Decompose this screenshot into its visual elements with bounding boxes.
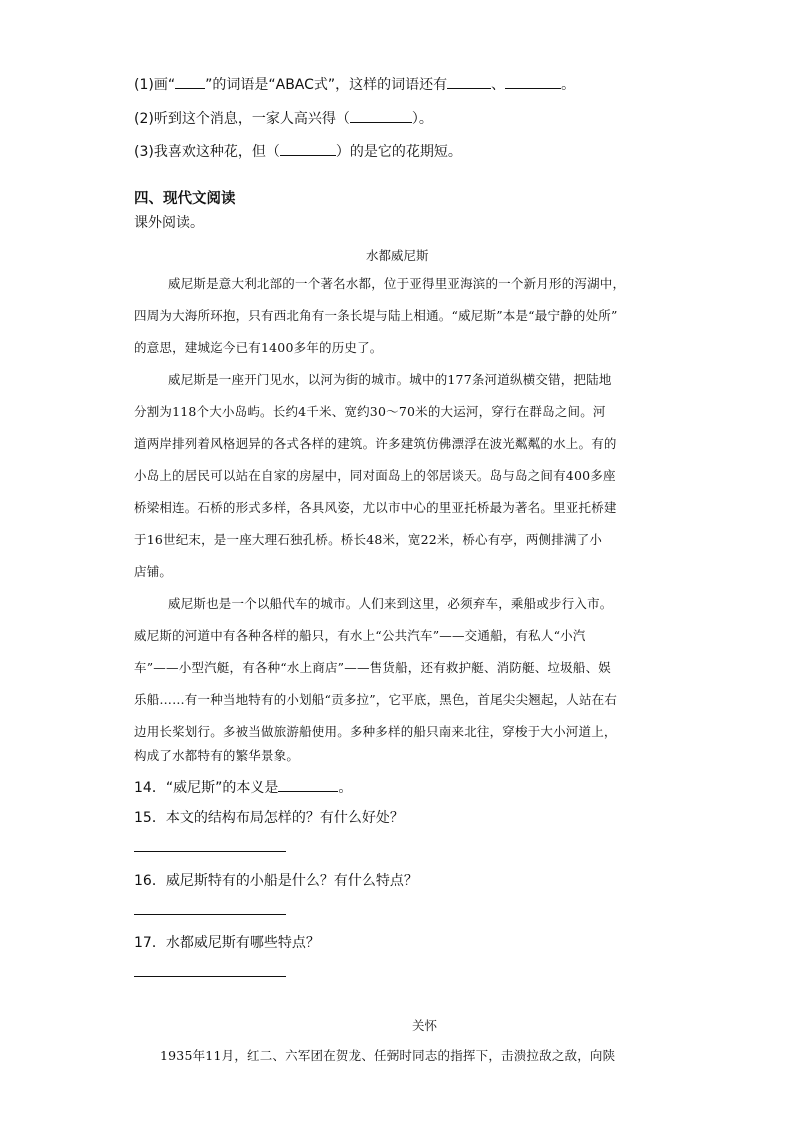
article-line: 车”——小型汽艇，有各种“水上商店”——售货船，还有救护艇、消防艇、垃圾船、娱	[134, 660, 611, 675]
question-line-3	[134, 141, 462, 161]
question-text: ）。	[411, 111, 433, 127]
section-subheading: 课外阅读。	[134, 215, 204, 231]
article-line: 威尼斯也是一个以船代车的城市。人们来到这里，必须弃车，乘船或步行入市。	[168, 596, 613, 611]
article-line: 威尼斯的河道中有各种各样的船只，有水上“公共汽车”——交通船，有私人“小汽	[134, 628, 586, 643]
article-title: 关怀	[412, 1018, 438, 1033]
question-text: 。	[561, 77, 576, 93]
question-text: 、	[491, 77, 506, 93]
section-heading: 四、现代文阅读	[134, 191, 236, 207]
blank-underline	[505, 74, 561, 89]
answer-line[interactable]	[134, 976, 286, 977]
reading-question-14	[134, 777, 352, 797]
article-line: 店铺。	[134, 564, 173, 579]
question-line-2	[134, 108, 433, 128]
answer-line[interactable]	[134, 914, 286, 915]
article-line: 的意思，建城迄今已有1400多年的历史了。	[134, 340, 383, 355]
answer-line[interactable]	[134, 851, 286, 852]
blank-underline	[278, 777, 338, 792]
question-number: (3)	[134, 144, 154, 160]
article-line: 于16世纪末，是一座大理石独孔桥。桥长48米，宽22米，桥心有亭，两侧排满了小	[134, 532, 603, 547]
blank-underline	[175, 74, 205, 89]
reading-question-15: 15．本文的结构布局怎样的？有什么好处？	[134, 810, 404, 826]
article-line: 小岛上的居民可以站在自家的房屋中，同对面岛上的邻居谈天。岛与岛之间有400多座	[134, 468, 616, 483]
article-line: 桥梁相连。石桥的形式多样，各具风姿，尤以市中心的里亚托桥最为著名。里亚托桥建	[134, 500, 617, 515]
question-text: 画“	[153, 77, 176, 93]
blank-underline	[350, 108, 412, 123]
article-line: 威尼斯是意大利北部的一个著名水都，位于亚得里亚海滨的一个新月形的泻湖中，	[168, 276, 626, 291]
question-text: 听到这个消息，一家人高兴得（	[153, 111, 350, 127]
blank-underline	[447, 74, 491, 89]
question-text: ”的词语是“ABAC式”，这样的词语还有	[205, 77, 448, 93]
article-line: 1935年11月，红二、六军团在贺龙、任弼时同志的指挥下，击溃拉敌之敌，向陕	[160, 1048, 616, 1063]
question-line-1	[134, 74, 575, 94]
article-line: 道两岸排列着风格迥异的各式各样的建筑。许多建筑仿佛漂浮在波光粼粼的水上。有的	[134, 436, 617, 451]
article-line: 分割为118个大小岛屿。长约4千米、宽约30～70米的大运河，穿行在群岛之间。河	[134, 404, 606, 419]
article-line: 乐船……有一种当地特有的小划船“贡多拉”，它平底，黑色，首尾尖尖翘起，人站在右	[134, 692, 618, 707]
question-text: 我喜欢这种花，但（	[153, 144, 280, 160]
reading-question-16: 16．威尼斯特有的小船是什么？有什么特点？	[134, 873, 418, 889]
question-text: 。	[338, 780, 353, 796]
question-number: (2)	[134, 111, 154, 127]
blank-underline	[280, 141, 336, 156]
article-line: 构成了水都特有的繁华景象。	[134, 748, 300, 763]
article-line: 边用长桨划行。多被当做旅游船使用。多种多样的船只南来北往，穿梭于大小河道上，	[134, 724, 617, 739]
article-title: 水都威尼斯	[366, 248, 429, 263]
question-text: 14．“威尼斯”的本义是	[134, 780, 279, 796]
question-text: ）的是它的花期短。	[335, 144, 462, 160]
question-number: (1)	[134, 77, 154, 93]
article-line: 四周为大海所环抱，只有西北角有一条长堤与陆上相通。“威尼斯”本是“最宁静的处所”	[134, 308, 618, 323]
reading-question-17: 17．水都威尼斯有哪些特点？	[134, 935, 320, 951]
article-line: 威尼斯是一座开门见水，以河为街的城市。城中的177条河道纵横交错，把陆地	[168, 372, 612, 387]
